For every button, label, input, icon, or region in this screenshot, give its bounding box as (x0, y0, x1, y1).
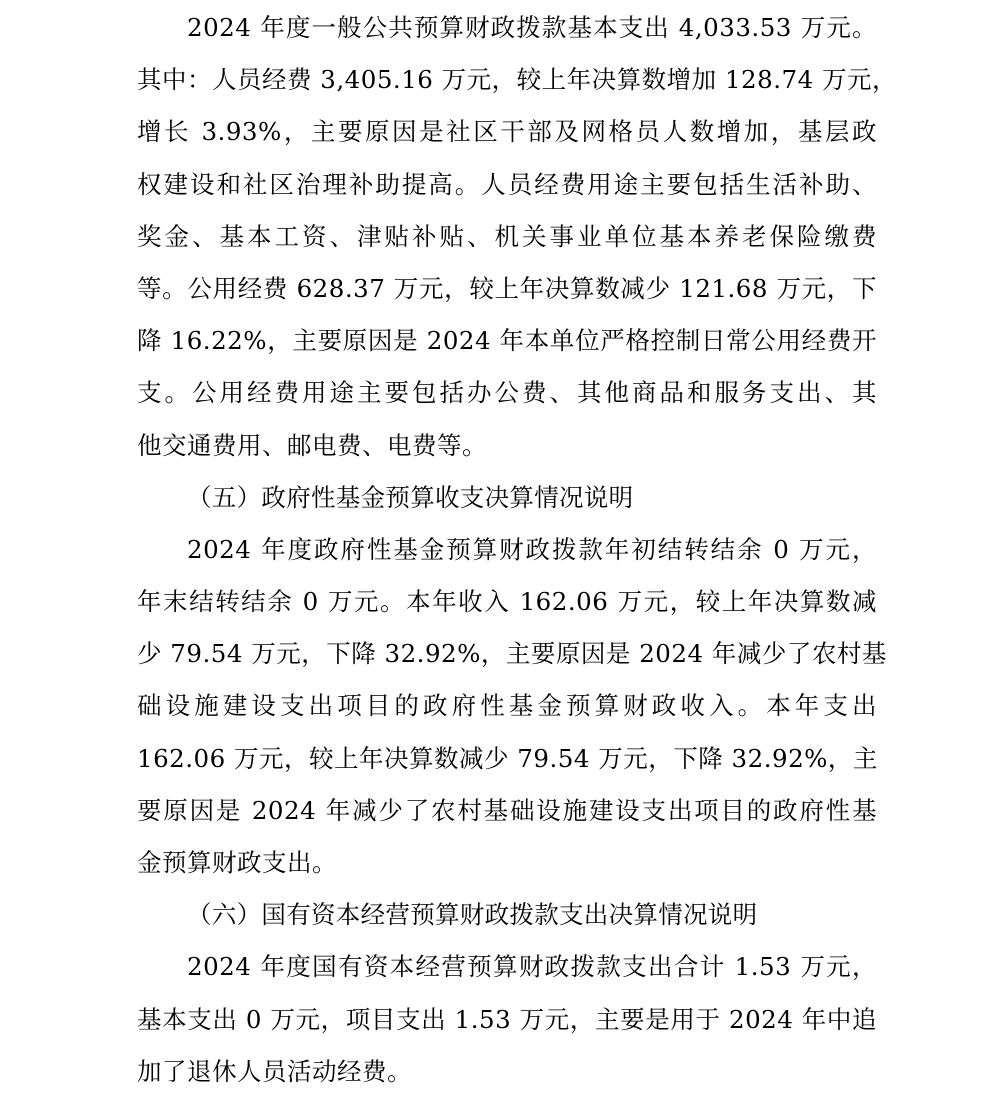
document-page (137, 2, 897, 1098)
text-line: 2024 年度一般公共预算财政拨款基本支出 4,033.53 万元。 (187, 13, 877, 42)
text-line: 础设施建设支出项目的政府性基金预算财政收入。本年支出 (137, 691, 877, 721)
text-line: 基本支出 0 万元，项目支出 1.53 万元，主要是用于 2024 年中追 (137, 1004, 877, 1034)
text-line: 少 79.54 万元，下降 32.92%，主要原因是 2024 年减少了农村基 (137, 639, 887, 669)
text-line: 奖金、基本工资、津贴补贴、机关事业单位基本养老保险缴费 (137, 221, 877, 251)
text-line: 其中：人员经费 3,405.16 万元，较上年决算数增加 128.74 万元， (137, 65, 897, 95)
text-line: 2024 年度政府性基金预算财政拨款年初结转结余 0 万元， (187, 534, 877, 564)
text-line: 降 16.22%，主要原因是 2024 年本单位严格控制日常公用经费开 (137, 326, 877, 356)
text-line: 162.06 万元，较上年决算数减少 79.54 万元，下降 32.92%，主 (137, 743, 878, 773)
paragraph-government-fund (137, 524, 887, 889)
text-line: 2024 年度国有资本经营预算财政拨款支出合计 1.53 万元， (187, 952, 877, 982)
section-heading-government-fund: （五）政府性基金预算收支决算情况说明 (187, 482, 634, 512)
text-line: 金预算财政支出。 (137, 848, 337, 877)
text-line: 他交通费用、邮电费、电费等。 (137, 430, 487, 460)
paragraph-basic-expenditure (137, 2, 897, 472)
section-heading-state-capital: （六）国有资本经营预算财政拨款支出决算情况说明 (187, 900, 758, 930)
text-line: 要原因是 2024 年减少了农村基础设施建设支出项目的政府性基 (137, 795, 877, 825)
text-line: 年末结转结余 0 万元。本年收入 162.06 万元，较上年决算数减 (137, 587, 877, 617)
paragraph-state-capital (137, 941, 877, 1098)
text-line: 权建设和社区治理补助提高。人员经费用途主要包括生活补助、 (137, 169, 877, 199)
text-line: 增长 3.93%，主要原因是社区干部及网格员人数增加，基层政 (137, 117, 877, 147)
text-line: 支。公用经费用途主要包括办公费、其他商品和服务支出、其 (137, 378, 877, 408)
text-line: 等。公用经费 628.37 万元，较上年决算数减少 121.68 万元，下 (137, 273, 877, 303)
text-line: 加了退休人员活动经费。 (137, 1056, 412, 1086)
